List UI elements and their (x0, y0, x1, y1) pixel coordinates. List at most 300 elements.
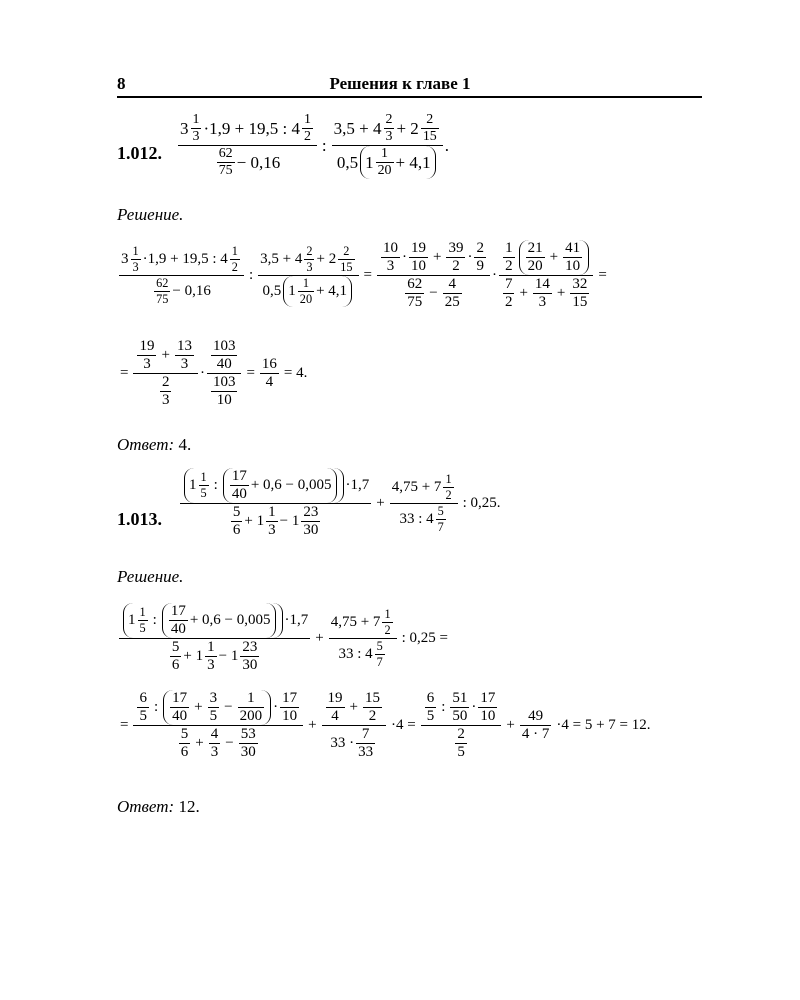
denominator: 200 (239, 708, 263, 724)
denominator (401, 276, 465, 311)
numerator: 17 (282, 690, 298, 706)
numerator: 10 (382, 240, 398, 256)
denominator: 75 (218, 163, 233, 178)
fraction (217, 146, 235, 179)
numerator: 17 (231, 468, 247, 484)
numerator: 53 (240, 726, 256, 742)
denominator: 20 (527, 258, 543, 274)
math-term: + 0,6 − 0,005 (250, 477, 332, 493)
problem-number-1-012: 1.012. (117, 143, 162, 163)
fraction (322, 690, 386, 761)
header-rule (117, 96, 702, 98)
chapter-title: Решения к главе 1 (329, 74, 471, 93)
math-operator: + (376, 495, 385, 511)
fraction (302, 112, 313, 145)
numerator: 62 (218, 146, 233, 161)
denominator: 33 (358, 744, 374, 760)
math-operator: ·4 = 5 + 7 = 12. (556, 717, 651, 733)
fraction (133, 690, 303, 761)
parentheses (163, 690, 271, 725)
denominator: 20 (299, 292, 313, 306)
numerator: 3 (209, 690, 218, 706)
numerator: 4 (448, 276, 456, 292)
denominator (499, 276, 593, 311)
math-term: 3,5 + 4 (260, 251, 303, 267)
numerator: 49 (528, 708, 544, 724)
denominator: 2 (231, 260, 238, 274)
fraction (240, 639, 259, 674)
math-term: − 1 (218, 648, 239, 664)
math-operator: : (152, 612, 157, 628)
math-operator: + (432, 249, 442, 265)
numerator: 1 (381, 146, 389, 161)
math-term: 1 (128, 612, 136, 628)
math-operator: + (161, 347, 170, 363)
denominator (335, 146, 440, 179)
fraction (425, 690, 437, 725)
numerator: 2 (426, 112, 434, 127)
numerator (421, 690, 502, 725)
denominator: 9 (476, 258, 484, 274)
numerator (329, 607, 397, 638)
math-term: 3 (180, 118, 189, 138)
fraction (326, 690, 345, 725)
math-operator: ·4 = (391, 717, 416, 733)
fraction (205, 639, 217, 674)
math-term: ·1,7 (345, 477, 370, 493)
numerator (377, 240, 490, 275)
fraction (207, 338, 242, 409)
denominator: 3 (385, 129, 393, 144)
problem-1-013-solution-line-2 (117, 690, 654, 761)
denominator: 5 (457, 744, 465, 760)
fraction (499, 240, 593, 311)
numerator: 17 (170, 603, 186, 619)
denominator: 10 (565, 258, 581, 274)
math-term: . (444, 135, 449, 155)
fraction (376, 146, 394, 179)
solution-label: Решение. (117, 567, 184, 586)
denominator: 30 (242, 657, 258, 673)
fraction (266, 504, 278, 539)
fraction (230, 244, 240, 275)
math-operator: + (195, 735, 204, 751)
math-term: − 1 (279, 513, 300, 529)
math-operator: + (315, 630, 324, 646)
math-operator: + (506, 717, 515, 733)
fraction (179, 726, 191, 761)
fraction (421, 690, 502, 761)
math-term: + 2 (396, 118, 419, 138)
denominator (175, 726, 262, 761)
numerator: 19 (139, 338, 155, 354)
math-term: 0,5 (336, 152, 359, 172)
fraction (405, 276, 424, 311)
denominator: 5 (426, 708, 435, 724)
math-operator: − (429, 285, 438, 301)
math-operator: : (321, 135, 327, 155)
math-term: − 0,16 (172, 283, 211, 299)
denominator (227, 504, 324, 539)
fraction (520, 708, 552, 743)
fraction (421, 112, 439, 145)
page-number: 8 (117, 74, 126, 93)
numerator: 17 (480, 690, 496, 706)
fraction (436, 504, 446, 535)
problem-1-012-solution-line-2 (117, 338, 310, 409)
numerator (499, 240, 593, 275)
denominator: 3 (538, 294, 547, 310)
denominator: 15 (340, 260, 353, 274)
denominator: 75 (156, 292, 169, 306)
numerator: 19 (410, 240, 426, 256)
fraction (503, 276, 515, 311)
fraction (230, 468, 249, 503)
math-term: ·1,7 (284, 612, 309, 628)
fraction (239, 726, 258, 761)
fraction (570, 276, 589, 311)
answer-label: Ответ: (117, 435, 175, 454)
fraction (304, 244, 314, 275)
math-term: 33 : 4 (338, 646, 373, 662)
numerator: 17 (172, 690, 188, 706)
answer-value: 12. (178, 797, 200, 816)
math-term: 3 (121, 251, 129, 267)
numerator (178, 112, 317, 145)
parentheses (223, 468, 337, 503)
numerator: 1 (247, 690, 255, 706)
math-term: 33 : 4 (399, 511, 434, 527)
denominator: 2 (368, 708, 377, 724)
numerator: 2 (343, 244, 350, 258)
denominator: 3 (207, 657, 215, 673)
problem-1-013-solution-line-1 (117, 603, 451, 674)
fraction (409, 240, 428, 275)
numerator (207, 338, 242, 373)
denominator (213, 146, 283, 179)
math-operator: + (194, 699, 203, 715)
fraction (301, 504, 320, 539)
fraction (211, 374, 238, 409)
fraction (175, 338, 194, 373)
denominator: 5 (139, 621, 146, 635)
numerator: 1 (505, 240, 513, 256)
denominator: 40 (231, 486, 247, 502)
fraction (474, 240, 486, 275)
fraction (208, 690, 220, 725)
numerator: 16 (261, 356, 277, 372)
numerator: 21 (527, 240, 543, 256)
math-term: 0,5 (262, 283, 282, 299)
parentheses (519, 240, 589, 275)
numerator (119, 603, 310, 638)
math-operator: = (246, 365, 255, 381)
math-operator: : 0,25 = (401, 630, 448, 646)
fraction (503, 240, 515, 275)
math-term: 33 · (330, 735, 355, 751)
numerator: 32 (572, 276, 588, 292)
math-term: + 1 (183, 648, 204, 664)
numerator: 1 (192, 112, 200, 127)
fraction (238, 690, 265, 725)
denominator (397, 504, 449, 535)
math-operator: : (213, 477, 218, 493)
denominator: 3 (268, 522, 276, 538)
denominator: 3 (143, 356, 151, 372)
denominator: 7 (437, 520, 444, 534)
numerator: 2 (457, 726, 465, 742)
numerator: 5 (180, 726, 189, 742)
fraction (160, 374, 172, 409)
fraction (131, 244, 141, 275)
denominator: 7 (376, 655, 383, 669)
solution-label: Решение. (117, 205, 184, 224)
denominator: 3 (192, 129, 200, 144)
denominator (156, 374, 176, 409)
numerator: 1 (268, 504, 276, 520)
math-term: · (471, 699, 477, 715)
problem-1-012-solution-line-1 (117, 240, 610, 311)
numerator: 23 (242, 639, 258, 655)
math-operator: : (441, 699, 446, 715)
math-operator: + (519, 285, 528, 301)
numerator: 39 (448, 240, 464, 256)
denominator: 2 (384, 623, 391, 637)
math-operator: = (120, 717, 129, 733)
math-operator: : (248, 267, 254, 283)
numerator (133, 690, 303, 725)
numerator: 2 (385, 112, 393, 127)
denominator: 15 (422, 129, 437, 144)
math-operator: − (224, 699, 233, 715)
fraction (455, 726, 467, 761)
numerator: 2 (476, 240, 484, 256)
fraction (338, 244, 354, 275)
denominator: 3 (161, 392, 170, 408)
numerator: 1 (200, 470, 207, 484)
denominator: 2 (303, 129, 311, 144)
parentheses (360, 146, 436, 179)
fraction (375, 639, 385, 670)
math-operator: = (120, 365, 129, 381)
parentheses (123, 603, 283, 638)
numerator: 103 (212, 374, 236, 390)
fraction (446, 240, 465, 275)
fraction (170, 639, 182, 674)
numerator: 1 (207, 639, 215, 655)
numerator (390, 472, 458, 503)
denominator: 40 (216, 356, 232, 372)
fraction (280, 690, 299, 725)
denominator: 5 (200, 486, 207, 500)
problem-1-012-statement (176, 112, 449, 179)
denominator: 10 (216, 392, 232, 408)
fraction (563, 240, 582, 275)
fraction (191, 112, 202, 145)
fraction (178, 112, 317, 179)
denominator (166, 639, 263, 674)
math-operator: : (153, 699, 159, 715)
numerator: 1 (384, 607, 391, 621)
denominator: 4 (265, 374, 274, 390)
denominator: 30 (240, 744, 256, 760)
denominator (261, 276, 357, 307)
math-term: + 4,1 (316, 283, 348, 299)
numerator: 1 (132, 244, 139, 258)
numerator (180, 468, 371, 503)
denominator: 4 (331, 708, 339, 724)
denominator: 3 (210, 744, 219, 760)
math-term: + 0,6 − 0,005 (189, 612, 271, 628)
denominator (451, 726, 471, 761)
denominator: 25 (444, 294, 460, 310)
denominator: 40 (172, 708, 188, 724)
numerator: 6 (426, 690, 435, 706)
fraction (526, 240, 545, 275)
denominator (336, 639, 388, 670)
math-term: 1 (365, 152, 374, 172)
math-operator: + (349, 699, 359, 715)
fraction (384, 112, 395, 145)
fraction (363, 690, 382, 725)
denominator: 5 (139, 708, 147, 724)
numerator: 62 (407, 276, 423, 292)
fraction (382, 607, 392, 638)
denominator: 6 (232, 522, 241, 538)
fraction (154, 276, 170, 307)
denominator (328, 726, 379, 761)
math-term: ·1,9 + 19,5 : 4 (142, 251, 228, 267)
denominator: 10 (410, 258, 426, 274)
numerator: 7 (361, 726, 370, 742)
math-term: + 1 (244, 513, 265, 529)
math-term: 1 (288, 283, 296, 299)
numerator: 62 (156, 276, 169, 290)
math-operator: = (598, 267, 607, 283)
parentheses (162, 603, 276, 638)
fraction (231, 504, 243, 539)
denominator: 3 (132, 260, 139, 274)
numerator: 7 (504, 276, 513, 292)
denominator: 4 · 7 (521, 726, 550, 742)
fraction (260, 356, 279, 391)
math-term: · (491, 267, 497, 283)
fraction (199, 470, 209, 501)
math-term: 4,75 + 7 (330, 614, 381, 630)
parentheses (283, 276, 352, 307)
denominator: 2 (504, 294, 513, 310)
denominator: 15 (572, 294, 588, 310)
fraction (169, 603, 188, 638)
math-term: · (273, 699, 279, 715)
denominator: 2 (505, 258, 513, 274)
numerator: 14 (534, 276, 550, 292)
problem-number-1-013: 1.013. (117, 509, 162, 529)
numerator: 13 (176, 338, 192, 354)
fraction (478, 690, 497, 725)
denominator: 6 (171, 657, 180, 673)
denominator: 50 (452, 708, 468, 724)
fraction (209, 726, 221, 761)
numerator: 5 (437, 504, 444, 518)
fraction (137, 338, 156, 373)
fraction (138, 605, 148, 636)
denominator: 3 (306, 260, 313, 274)
numerator (258, 244, 358, 275)
math-term: ·1,9 + 19,5 : 4 (203, 118, 300, 138)
numerator: 4 (210, 726, 219, 742)
numerator: 15 (365, 690, 381, 706)
numerator: 1 (231, 244, 238, 258)
fraction (390, 472, 458, 535)
math-term: 4,75 + 7 (391, 479, 442, 495)
denominator (150, 276, 213, 307)
fraction (443, 276, 462, 311)
math-operator: − (225, 735, 234, 751)
math-term: + 2 (316, 251, 337, 267)
fraction (170, 690, 189, 725)
numerator: 2 (306, 244, 313, 258)
numerator (332, 112, 443, 145)
numerator: 1 (139, 605, 146, 619)
numerator: 23 (303, 504, 319, 520)
fraction (298, 276, 314, 307)
numerator: 5 (171, 639, 180, 655)
problem-1-013-statement (178, 468, 504, 539)
fraction (450, 690, 469, 725)
math-operator: + (308, 717, 317, 733)
fraction (356, 726, 375, 761)
math-operator: = 4. (283, 365, 308, 381)
denominator: 75 (407, 294, 423, 310)
numerator: 51 (452, 690, 468, 706)
numerator: 6 (139, 690, 147, 706)
fraction (443, 472, 453, 503)
numerator: 41 (565, 240, 581, 256)
numerator: 19 (327, 690, 343, 706)
answer-value: 4. (178, 435, 192, 454)
fraction (377, 240, 490, 311)
numerator (322, 690, 386, 725)
fraction (211, 338, 238, 373)
fraction (119, 244, 244, 307)
answer-1-012 (117, 435, 191, 455)
numerator: 2 (161, 374, 170, 390)
fraction (137, 690, 149, 725)
fraction (329, 607, 397, 670)
denominator: 20 (377, 163, 392, 178)
denominator: 3 (386, 258, 395, 274)
denominator: 40 (170, 621, 186, 637)
fraction (381, 240, 400, 275)
math-term: · (199, 365, 205, 381)
numerator (119, 244, 244, 275)
numerator: 1 (445, 472, 452, 486)
fraction (332, 112, 443, 179)
math-operator: + (556, 285, 566, 301)
fraction (180, 468, 371, 539)
numerator: 1 (302, 276, 310, 290)
answer-1-013 (117, 797, 200, 817)
denominator: 3 (180, 356, 189, 372)
math-operator: + (549, 249, 559, 265)
denominator (207, 374, 242, 409)
math-term: · (467, 249, 473, 265)
math-term: 3,5 + 4 (333, 118, 382, 138)
denominator: 6 (180, 744, 189, 760)
math-term: 1 (189, 477, 197, 493)
fraction (119, 603, 310, 674)
